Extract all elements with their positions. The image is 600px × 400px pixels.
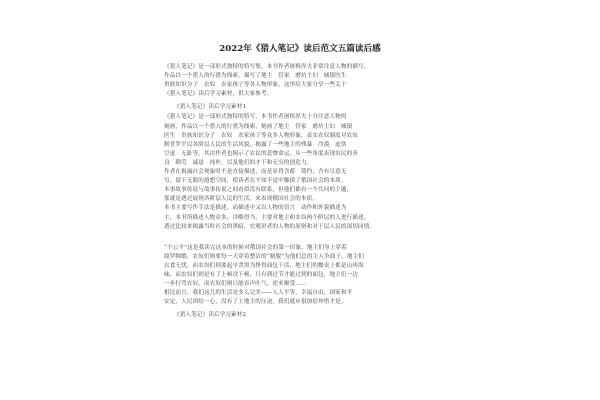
text-line: 一步打骂农奴，而农奴们则只能吞声吐气，逆来顺受…… <box>164 281 307 288</box>
text-line: 衣食无忧，而农奴们则要起早贪黑为挣得面包干活，地主们的餐桌上都是山珍海 <box>164 262 364 269</box>
document-title: 2022年《猎人笔记》读后范文五篇读后感 <box>219 44 381 54</box>
text-line: 贵族知识分子 农奴 农家孩子等各人物形象，这里给大家分享一些关于 <box>164 82 347 89</box>
text-line: 《猎人笔记》是一部形式独特的特写，本书作者屠格涅夫十分注意人物的 <box>164 114 347 121</box>
text-line: 刻画，作品以一个猎人的行猎为线索，刻画了地主 管家 磨坊主妇 城镇 <box>164 123 353 130</box>
text-line: 作者在揭露社会现象时不是直接描述，而是显得含蓄 简约，含有尽意无 <box>164 169 347 176</box>
text-line: 安定，人民团结一心，没有了土地主的压迫，我们就应很加倍珍惜才是。 <box>164 299 347 306</box>
text-line: 空虚 无耻等，其次作者也揭示了农民的悲惨命运，从一些角度表现农民的善 <box>164 150 358 157</box>
text-line: 《猎人笔记》是一部形式独特的特写集，本书作者屠格涅夫非常注意人物的描写， <box>164 64 370 70</box>
text-line: 味，而农奴们则是有了上顿没下顿，只有到过节才能过到的面包，地主们一边 <box>164 271 358 278</box>
text-line: 绫罗绸缎，农奴们则要每一天穿着整洁的“制服”为他们总的主人争面子，地主们 <box>164 253 364 260</box>
paragraph-gap <box>164 232 436 244</box>
text-line: 那就是透过展现各阶层人民的生活，来表现俄国社会的本质。 <box>164 196 319 203</box>
text-line: 主，本书所描述人物众多，详略得当，主要对地主和农奴两个阶层的人进行描述， <box>164 214 370 221</box>
text-line: “不公平”这是我读完这本的时候对俄国社会的第一印象，地主们身上穿着 <box>164 244 347 251</box>
section-heading: 《猎人笔记》读后学习素材1 <box>174 104 247 111</box>
section2-body <box>164 244 436 308</box>
text-line: 医生 贵族知识分子 农奴 农家孩子等众多人物形象，表实农奴制度对农奴 <box>164 132 358 139</box>
document-body <box>164 42 436 321</box>
text-line: 穷，留下无限的遐想空间，使读者在不知不觉中触摸了俄国社会的本质。 <box>164 178 347 185</box>
section1-body <box>164 113 436 231</box>
text-line: 本事故事传说与故事传说之间看似没有联系，但他们都有一个共同的主题， <box>164 187 353 194</box>
text-line: 相比而言，我们这儿的生活是多么完美——人人平等，幸福自由，国家和平 <box>164 290 353 297</box>
text-line: 作品以一个猎人的行猎为线索，描写了地主 管家 磨坊主妇 城镇医生 <box>164 73 347 80</box>
text-line: 良 勤劳 诚恳 纯朴，以及他们的才干和无穷的创造力。 <box>164 159 313 166</box>
text-line: 《猎人笔记》读后学习素材，供大家参考。 <box>164 91 273 98</box>
text-line: 透过比较来揭露当时社会的黑暗，宏观讲者的人物的原则和对于层人民的深切同情。 <box>164 223 376 230</box>
section-heading: 《猎人笔记》读后学习素材2 <box>174 312 247 319</box>
text-line: 制普罗平民各阶层人民的生活风貌，揭露了一些地主的残暴 冷漠 虚伪 <box>164 141 347 148</box>
text-line: 本书主要写作手法是描述，而描述中又以人物的语言 动作和外貌描述为 <box>164 205 347 212</box>
intro-paragraph <box>164 63 436 99</box>
